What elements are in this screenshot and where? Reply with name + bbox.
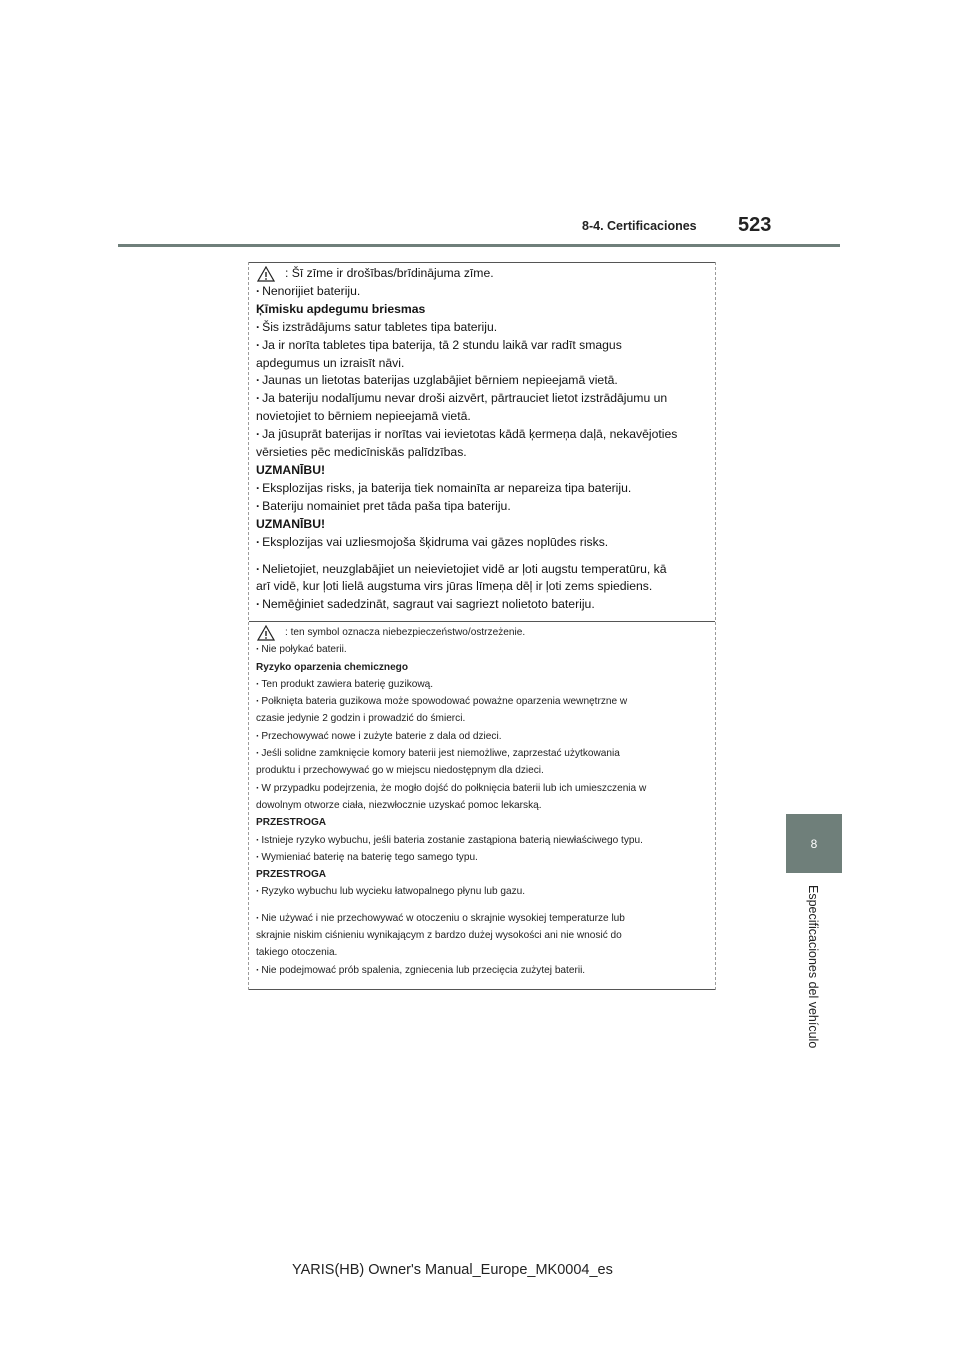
polish-line: dowolnym otworze ciała, niezwłocznie uzyskać pomoc lekarską. [256,799,542,811]
latvian-line: apdegumus un izraisīt nāvi. [256,355,405,370]
latvian-line: · Nelietojiet, neuzglabājiet un neievietojiet vidē ar ļoti augstu temperatūru, kā [256,561,715,579]
polish-line: czasie jedynie 2 godzin i prowadzić do śmierci. [256,713,466,725]
polish-line: · Ten produkt zawiera baterię guzikową. [256,676,715,693]
polish-line: · Nie używać i nie przechowywać w otoczeniu o skrajnie wysokiej temperaturze lub [256,910,715,927]
polish-line: · Nie połykać baterii. [256,641,715,658]
polish-line: · Wymieniać baterię na baterię tego samego typu. [256,849,715,866]
polish-line: · Ryzyko wybuchu lub wycieku łatwopalnego płynu lub gazu. [256,883,715,900]
latvian-warning-row [256,265,715,283]
latvian-line: vērsieties pēc medicīniskās palīdzības. [256,445,467,460]
polish-heading: PRZESTROGA [256,817,327,829]
battery-notice-box [248,262,716,990]
spacer [256,901,715,910]
latvian-line: · Ja ir norīta tabletes tipa baterija, tā 2 stundu laikā var radīt smagus [256,337,715,355]
warning-triangle-icon [257,266,275,282]
section-title: 8-4. Certificaciones [582,219,697,233]
header-divider [118,244,840,247]
warning-triangle-icon [257,625,275,641]
polish-line: · Istnieje ryzyko wybuchu, jeśli bateria zostanie zastąpiona baterią niewłaściwego typu. [256,832,715,849]
latvian-heading: UZMANĪBU! [256,516,326,531]
polish-notice [249,622,715,990]
polish-line: · Połknięta bateria guzikowa może spowodować poważne oparzenia wewnętrzne w [256,693,715,710]
latvian-line: · Ja jūsuprāt baterijas ir norītas vai ievietotas kādā ķermeņa daļā, nekavējoties [256,426,715,444]
latvian-line: · Bateriju nomainiet pret tāda paša tipa bateriju. [256,498,715,516]
polish-warning-text: : ten symbol oznacza niebezpieczeństwo/ostrzeżenie. [285,627,526,638]
latvian-line: · Šis izstrādājums satur tabletes tipa bateriju. [256,319,715,337]
latvian-line: novietojiet to bērniem nepieejamā vietā. [256,409,471,424]
latvian-line: · Ja bateriju nodalījumu nevar droši aizvērt, pārtrauciet lietot izstrādājumu un [256,390,715,408]
spacer [256,552,715,561]
latvian-line: · Nemēģiniet sadedzināt, sagraut vai sagriezt nolietoto bateriju. [256,596,715,614]
polish-line: produktu i przechowywać go w miejscu niedostępnym dla dzieci. [256,765,544,777]
polish-line: skrajnie niskim ciśnieniu wynikającym z bardzo dużej wysokości ani nie wnosić do [256,930,622,942]
latvian-line: · Eksplozijas risks, ja baterija tiek nomainīta ar nepareiza tipa bateriju. [256,480,715,498]
polish-heading: Ryzyko oparzenia chemicznego [256,661,409,673]
latvian-heading: UZMANĪBU! [256,462,326,477]
polish-line: · Jeśli solidne zamknięcie komory baterii jest niemożliwe, zaprzestać użytkowania [256,745,715,762]
polish-line: · W przypadku podejrzenia, że mogło dojść do połknięcia baterii lub ich umieszczenia w [256,780,715,797]
polish-heading: PRZESTROGA [256,869,327,881]
polish-line: · Przechowywać nowe i zużyte baterie z dala od dzieci. [256,728,715,745]
page-number: 523 [738,214,772,236]
latvian-heading: Ķīmisku apdegumu briesmas [256,301,426,316]
polish-line: takiego otoczenia. [256,947,338,959]
chapter-number: 8 [810,836,818,851]
manual-footer: YARIS(HB) Owner's Manual_Europe_MK0004_es [292,1262,613,1278]
latvian-warning-text: : Šī zīme ir drošības/brīdinājuma zīme. [285,266,494,280]
latvian-line: arī vidē, kur ļoti lielā augstuma virs jūras līmeņa dēļ ir ļoti zems spiediens. [256,579,653,594]
latvian-line: · Eksplozijas vai uzliesmojoša šķidruma vai gāzes noplūdes risks. [256,534,715,552]
latvian-notice [249,262,715,622]
polish-warning-row [256,624,715,641]
latvian-line: · Jaunas un lietotas baterijas uzglabājiet bērniem nepieejamā vietā. [256,372,715,390]
chapter-tab [786,814,842,873]
latvian-line: · Nenorijiet bateriju. [256,283,715,301]
chapter-side-label: Especificaciones del vehículo [806,885,820,1049]
polish-line: · Nie podejmować prób spalenia, zgniecenia lub przecięcia zużytej baterii. [256,962,715,979]
